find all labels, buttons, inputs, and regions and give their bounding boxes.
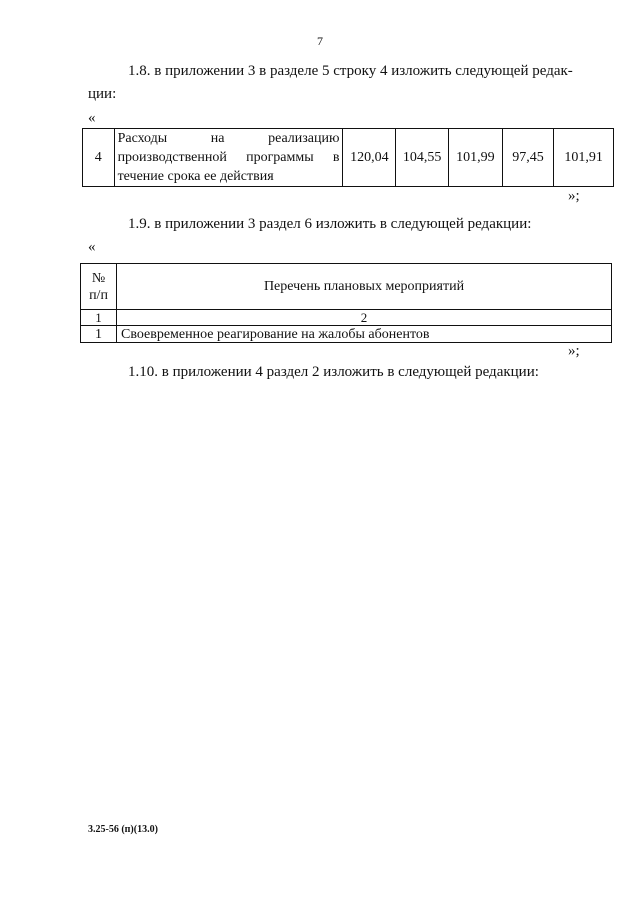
table-row <box>81 326 612 343</box>
header-title-cell: Перечень плановых мероприятий <box>117 264 612 310</box>
close-quote-1-8: »; <box>568 188 580 204</box>
row-number-cell: 1 <box>81 326 117 343</box>
footer-code: 3.25-56 (п)(13.0) <box>88 824 158 835</box>
close-quote-1-9: »; <box>568 343 580 359</box>
header-num-symbol: № <box>91 270 106 286</box>
section-1-10-text: 1.10. в приложении 4 раздел 2 изложить в следующей редакции: <box>128 364 539 380</box>
description-cell: Расходы на реализацию производственной программы в течение срока ее действия <box>114 129 343 187</box>
table-header-row <box>81 264 612 310</box>
measures-table <box>80 263 612 343</box>
header-num-cell <box>81 264 117 310</box>
section-1-8-text <box>88 61 584 82</box>
value-cell-5: 101,91 <box>554 129 614 187</box>
row-number-cell: 4 <box>83 129 115 187</box>
page-number: 7 <box>317 34 323 48</box>
measure-text-cell: Своевременное реагирование на жалобы абонентов <box>117 326 612 343</box>
value-cell-3: 101,99 <box>448 129 502 187</box>
value-cell-2: 104,55 <box>396 129 449 187</box>
header-num-abbr: п/п <box>89 287 108 303</box>
open-quote-1-8: « <box>88 110 96 126</box>
section-1-8-line1: 1.8. в приложении 3 в разделе 5 строку 4 изложить следующей редак- <box>128 63 573 79</box>
column-index-2: 2 <box>117 310 612 326</box>
column-index-1: 1 <box>81 310 117 326</box>
expenses-table <box>82 128 614 187</box>
table-row <box>83 129 614 187</box>
section-1-8-line2: ции: <box>88 86 117 102</box>
column-index-row <box>81 310 612 326</box>
section-1-9-text: 1.9. в приложении 3 раздел 6 изложить в следующей редакции: <box>128 216 532 232</box>
value-cell-4: 97,45 <box>502 129 554 187</box>
open-quote-1-9: « <box>88 239 96 255</box>
value-cell-1: 120,04 <box>343 129 396 187</box>
